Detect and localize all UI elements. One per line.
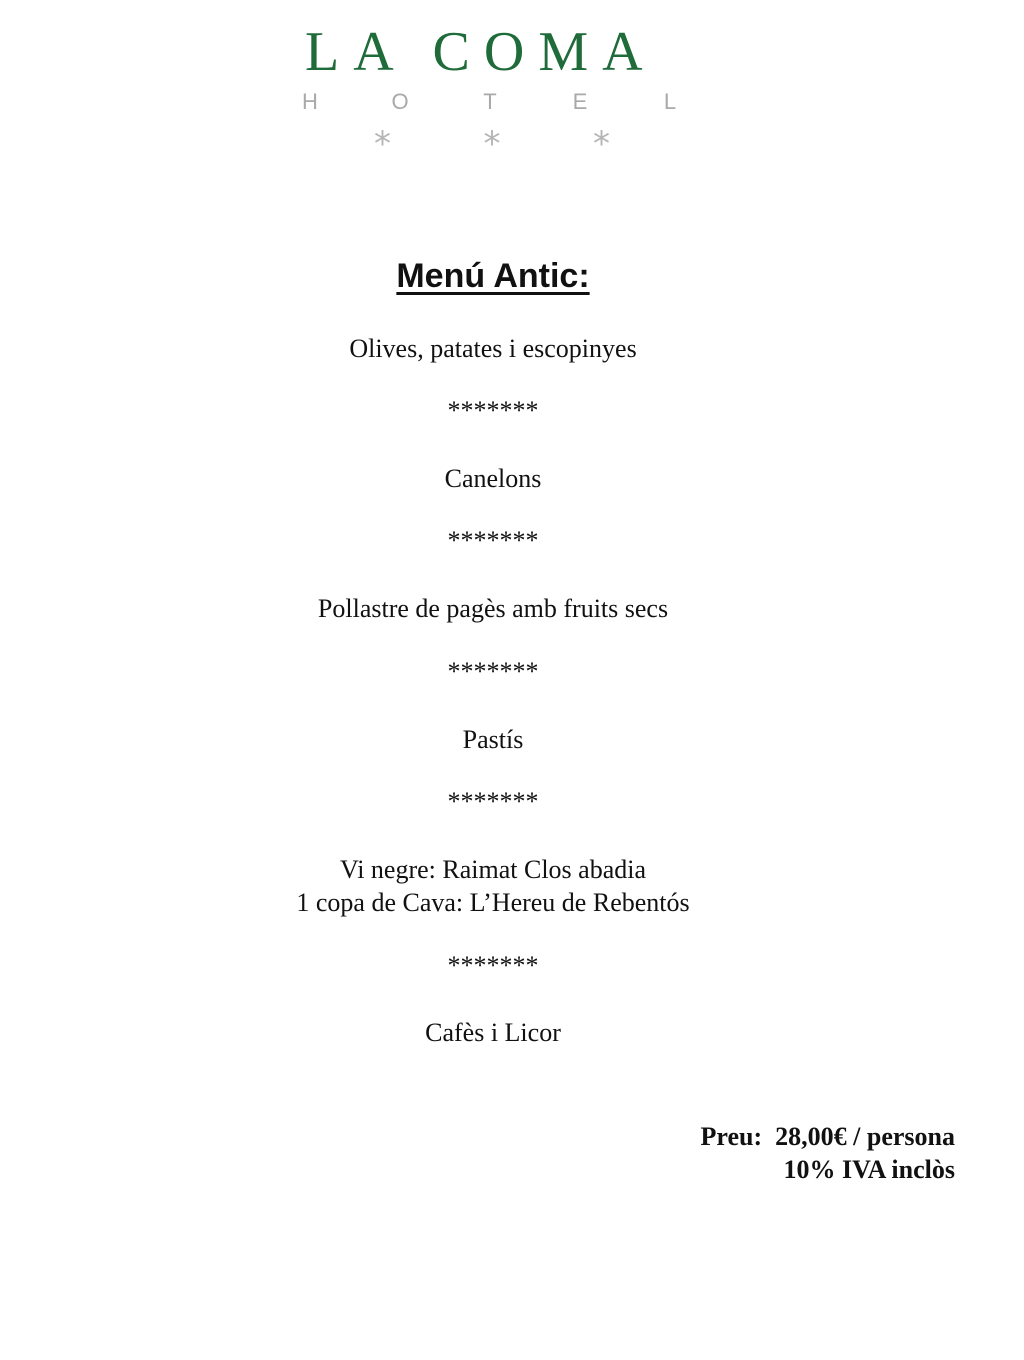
course-dessert: Pastís: [462, 725, 524, 754]
menu-title: Menú Antic:: [396, 257, 590, 295]
star-icon: *: [483, 124, 501, 164]
logo-subtitle-letter: T: [483, 89, 497, 114]
price-block: [701, 1120, 955, 1186]
course-separator: *******: [447, 526, 539, 555]
logo-name: LA COMA: [305, 21, 657, 83]
logo-subtitle-letter: L: [663, 89, 677, 114]
course-separator: *******: [447, 657, 539, 686]
course-cava: 1 copa de Cava: L’Hereu de Rebentós: [296, 888, 690, 917]
course-main: Pollastre de pagès amb fruits secs: [317, 594, 669, 623]
hotel-logo: [0, 0, 1024, 170]
course-first: Canelons: [444, 464, 542, 493]
course-wine: Vi negre: Raimat Clos abadia: [339, 855, 647, 884]
logo-subtitle-letter: O: [391, 89, 409, 114]
vat-note: 10% IVA inclòs: [783, 1155, 955, 1184]
course-separator: *******: [447, 951, 539, 980]
logo-subtitle-letter: E: [572, 89, 588, 114]
logo-stars: [374, 126, 610, 162]
course-separator: *******: [447, 396, 539, 425]
course-coffee: Cafès i Licor: [425, 1018, 561, 1047]
logo-subtitle: [300, 88, 680, 118]
star-icon: *: [593, 124, 610, 164]
price-per-person: Preu: 28,00€ / persona: [700, 1122, 955, 1151]
logo-subtitle-letter: H: [302, 89, 318, 114]
course-separator: *******: [447, 787, 539, 816]
star-icon: *: [374, 124, 391, 164]
course-starter: Olives, patates i escopinyes: [349, 334, 637, 363]
